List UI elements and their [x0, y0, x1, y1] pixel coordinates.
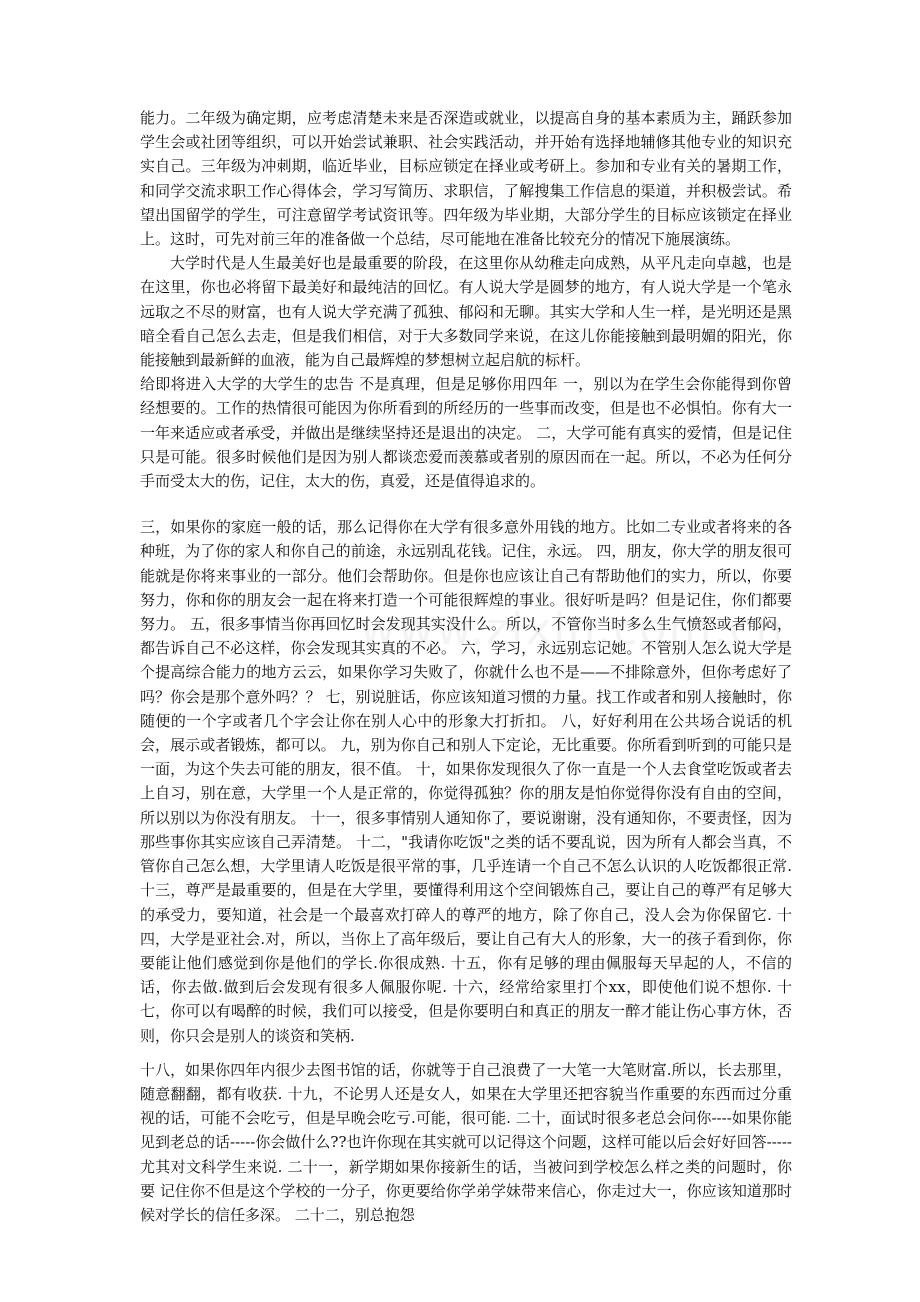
paragraph-advice-intro: 给即将进入大学的大学生的忠告 不是真理，但是足够你用四年 一，别以为在学生会你能得到你曾经想要的。工作的热情很可能因为你所看到的所经历的一些事而改变，但是也不必惧怕。你有大一一年来适应或者承受，并做出是继续坚持还是退出的决定。 二，大学可能有真实的爱情，但是记住只是可能。很多时候他们是因为别人都谈恋爱而羡慕或者别的原因而在一起。所以，不必为任何分手而受太大的伤，记住，太大的伤，真爱，还是值得追求的。 [140, 375, 792, 491]
paragraph-grade-planning: 能力。二年级为确定期，应考虑清楚未来是否深造或就业，以提高自身的基本素质为主，踊跃参加学生会或社团等组织，可以开始尝试兼职、社会实践活动，并开始有选择地辅修其他专业的知识充实自己。三年级为冲刺期，临近毕业，目标应锁定在择业或考研上。参加和专业有关的暑期工作，和同学交流求职工作心得体会，学习写简历、求职信，了解搜集工作信息的渠道，并积极尝试。希望出国留学的学生，可注意留学考试资讯等。四年级为毕业期，大部分学生的目标应该锁定在择业上。这时，可先对前三年的准备做一个总结，尽可能地在准备比较充分的情况下施展演练。 [140, 109, 792, 249]
paragraph-university-era: 大学时代是人生最美好也是最重要的阶段，在这里你从幼稚走向成熟，从平凡走向卓越，也是在这里，你也必将留下最美好和最纯洁的回忆。有人说大学是圆梦的地方，有人说大学是一个笔永远取之不尽的财富，也有人说大学充满了孤独、郁闷和无聊。其实大学和人生一样，是光明还是黑暗全看自己怎么去走，但是我们相信，对于大多数同学来说，在这儿你能接触到最明媚的阳光，你能接触到最新鲜的血液，能为自己最辉煌的梦想树立起启航的标杆。 [140, 254, 792, 370]
paragraph-advice-18-to-22: 十八，如果你四年内很少去图书馆的话，你就等于自己浪费了一大笔一大笔财富.所以，长去那里，随意翻翻，都有收获. 十九，不论男人还是女人，如果在大学里还把容貌当作重要的东西而过分重视的话，可能不会吃亏，但是早晚会吃亏.可能，很可能. 二十，面试时很多老总会问你----如果你能见到老总的话-----你会做什么??也许你现在其实就可以记得这个问题，这样可能以后会好好回答-----尤其对文科学生来说. 二十一，新学期如果你接新生的话，当被问到学校怎么样之类的问题时，你要 记住你不但是这个学校的一分子，你更要给你学弟学妹带来信心，你走过大一，你应该知道那时候对学长的信任多深。 二十二，别总抱怨 [140, 1060, 792, 1224]
paragraph-advice-3-to-17: 三，如果你的家庭一般的话，那么记得你在大学有很多意外用钱的地方。比如二专业或者将来的各种班，为了你的家人和你自己的前途，永远别乱花钱。记住，永远。 四，朋友，你大学的朋友很可能就是你将来事业的一部分。他们会帮助你。但是你也应该让自己有帮助他们的实力，所以，你要努力，你和你的朋友会一起在将来打造一个可能很辉煌的事业。很好听是吗？但是记住，你们都要努力。 五，很多事情当你再回忆时会发现其实没什么。所以，不管你当时多么生气愤怒或者郁闷，都告诉自己不必这样，你会发现其实真的不必。 六，学习，永远别忘记她。不管别人怎么说大学是个提高综合能力的地方云云，如果你学习失败了，你就什么也不是——不排除意外，但你考虑好了吗？你会是那个意外吗？？ 七，别说脏话，你应该知道习惯的力量。找工作或者和别人接触时，你随便的一个字或者几个字会让你在别人心中的形象大打折扣。 八，好好利用在公共场合说话的机会，展示或者锻炼，都可以。 九，别为你自己和别人下定论，无比重要。你所看到听到的可能只是一面，为这个失去可能的朋友，很不值。 十，如果你发现很久了你一直是一个人去食堂吃饭或者去上自习，别在意，大学里一个人是正常的，你觉得孤独？你的朋友是怕你觉得你没有自由的空间，所以别以为你没有朋友。 十一，很多事情别人通知你了，要说谢谢，没有通知你，不要责怪，因为那些事你其实应该自己弄清楚。 十二，"我请你吃饭"之类的话不要乱说，因为所有人都会当真，不管你自己怎么想，大学里请人吃饭是很平常的事，几乎连请一个自己不怎么认识的人吃饭都很正常. 十三，尊严是最重要的，但是在大学里，要懂得利用这个空间锻炼自己，要让自己的尊严有足够大的承受力，要知道，社会是一个最喜欢打碎人的尊严的地方，除了你自己，没人会为你保留它. 十四，大学是亚社会.对，所以，当你上了高年级后，要让自己有大人的形象，大一的孩子看到你，你要能让他们感觉到你是他们的学长.你很成熟. 十五，你有足够的理由佩服每天早起的人，不信的话，你去做.做到后会发现有很多人佩服你呢. 十六，经常给家里打个xx，即使他们说不想你. 十七，你可以有喝醉的时候，我们可以接受，但是你要明白和真正的朋友一醉才能让伤心事方休，否则，你只会是别人的谈资和笑柄. [140, 518, 792, 1045]
